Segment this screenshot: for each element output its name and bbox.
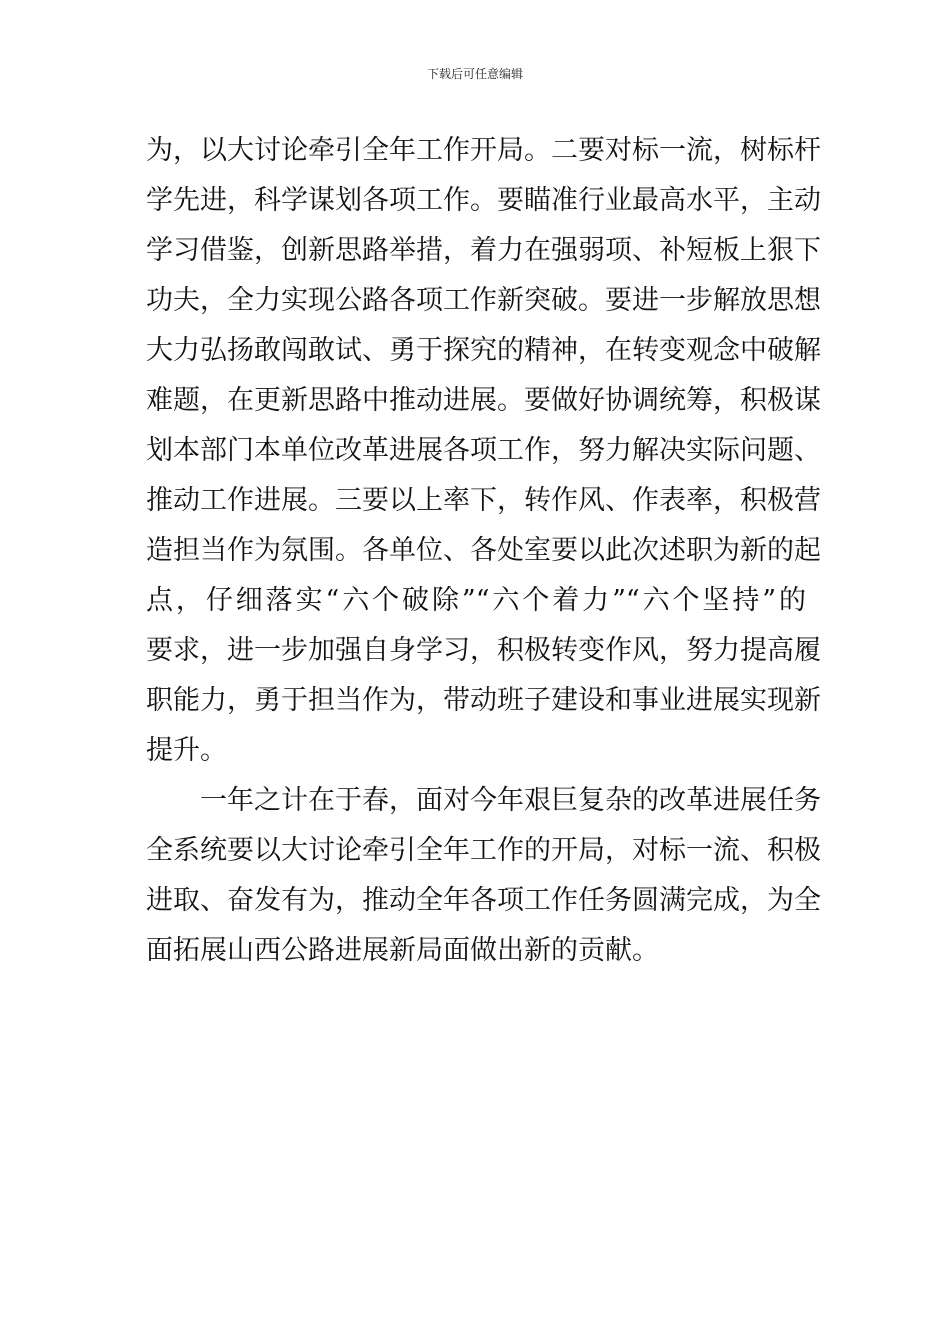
text-line: 点，仔细落实“六个破除”“六个着力”“六个坚持”的 [146,585,806,616]
text-line: 全系统要以大讨论牵引全年工作的开局，对标一流、积极 [146,835,821,866]
text-line: 难题，在更新思路中推动进展。要做好协调统筹，积极谋 [146,385,821,416]
paragraph-2 [146,776,821,976]
text-line: 大力弘扬敢闯敢试、勇于探究的精神，在转变观念中破解 [146,335,821,366]
text-line: 要求，进一步加强自身学习，积极转变作风，努力提高履 [146,635,821,666]
text-line: 进取、奋发有为，推动全年各项工作任务圆满完成，为全 [146,885,821,916]
text-line: 学习借鉴，创新思路举措，着力在强弱项、补短板上狠下 [146,235,821,266]
text-line: 造担当作为氛围。各单位、各处室要以此次述职为新的起 [146,535,821,566]
text-line: 功夫，全力实现公路各项工作新突破。要进一步解放思想 [146,285,821,316]
text-line: 职能力，勇于担当作为，带动班子建设和事业进展实现新 [146,685,821,716]
text-line: 推动工作进展。三要以上率下，转作风、作表率，积极营 [146,485,821,516]
text-line: 面拓展山西公路进展新局面做出新的贡献。 [146,935,659,966]
page-header: 下载后可任意编辑 [426,67,523,81]
text-line: 为，以大讨论牵引全年工作开局。二要对标一流，树标杆 [146,135,821,166]
paragraph-1 [146,126,821,776]
document-body [146,126,821,976]
text-line: 提升。 [146,735,227,766]
text-line: 一年之计在于春，面对今年艰巨复杂的改革进展任务 [200,785,821,816]
text-line: 学先进，科学谋划各项工作。要瞄准行业最高水平，主动 [146,185,821,216]
text-line: 划本部门本单位改革进展各项工作，努力解决实际问题、 [146,435,821,466]
